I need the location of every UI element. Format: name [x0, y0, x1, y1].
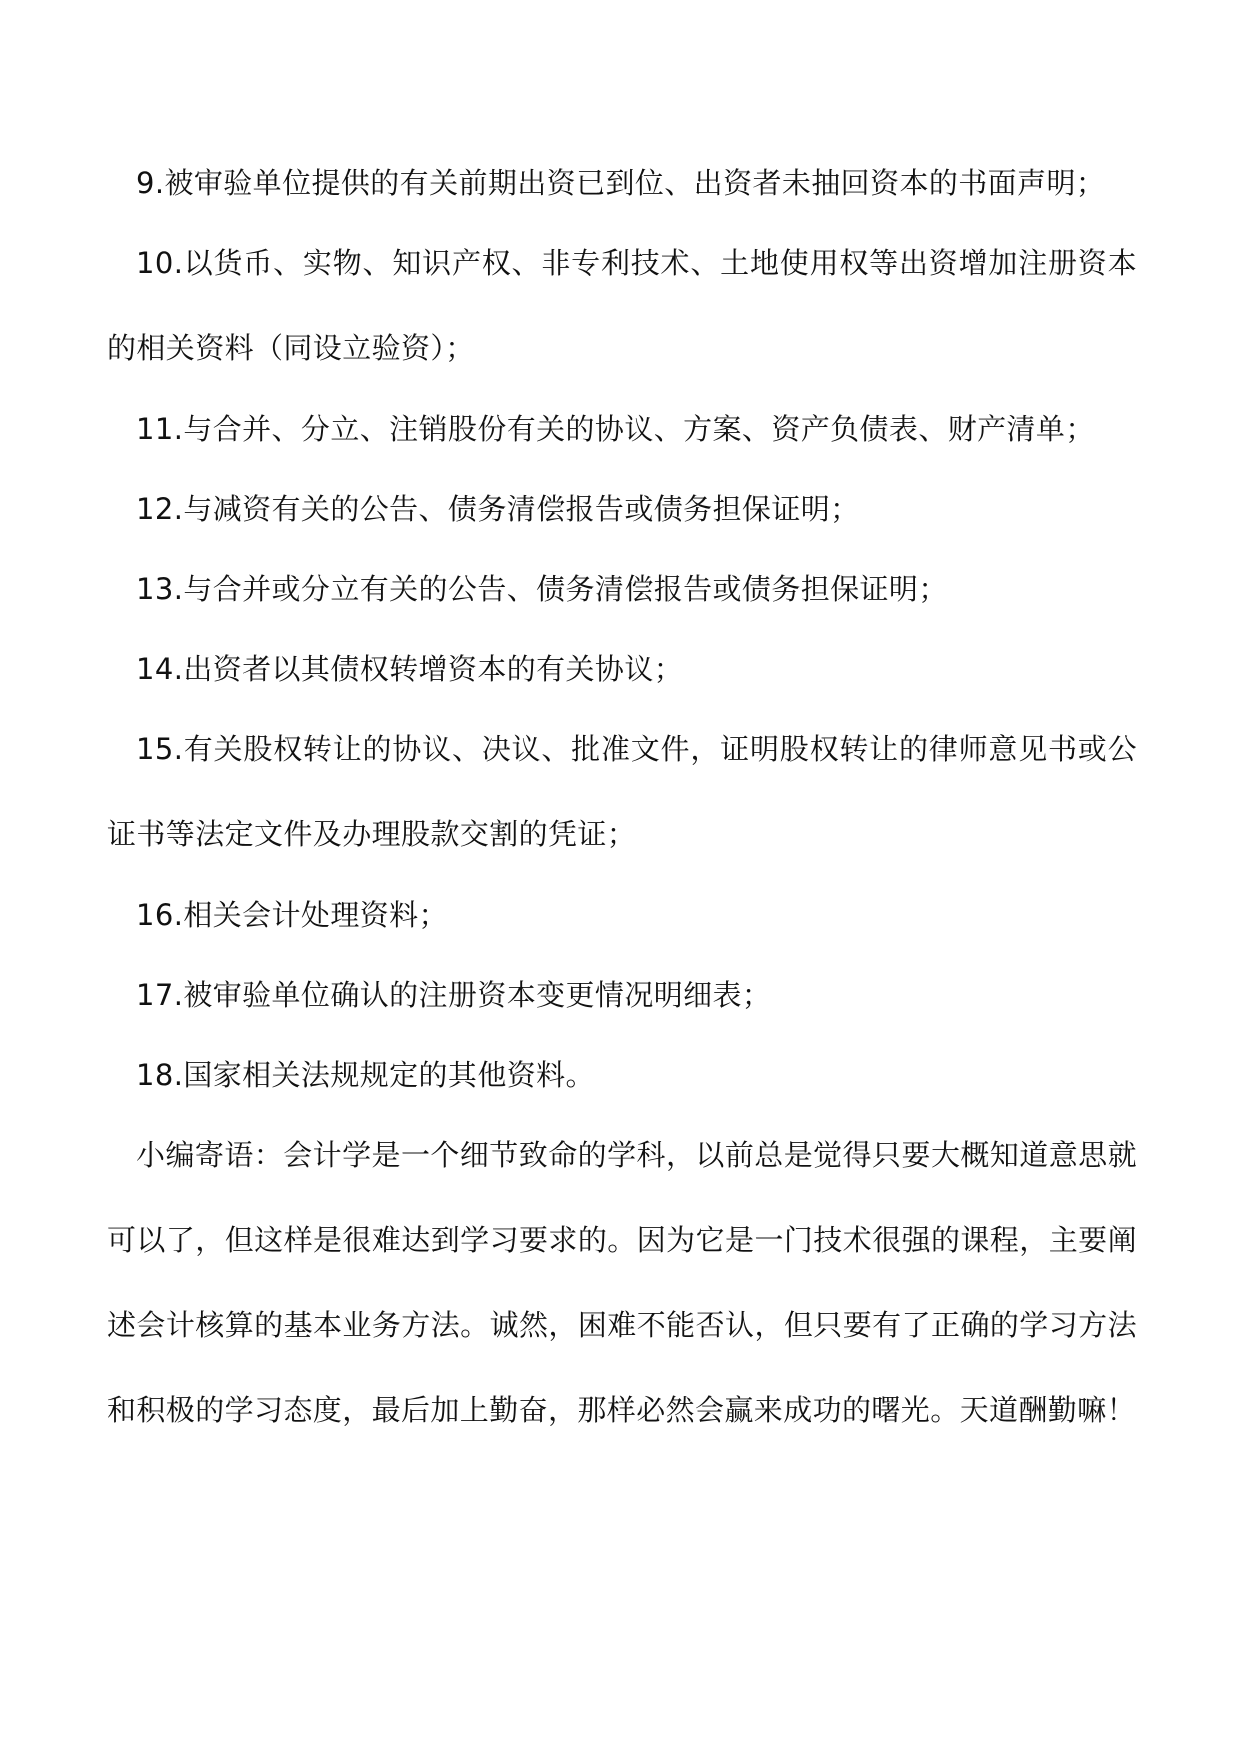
list-item-11: 11.与合并、分立、注销股份有关的协议、方案、资产负债表、财产清单；	[136, 412, 1095, 446]
list-item-17: 17.被审验单位确认的注册资本变更情况明细表；	[136, 978, 772, 1012]
list-item-18: 18.国家相关法规规定的其他资料。	[136, 1058, 595, 1092]
list-item-12: 12.与减资有关的公告、债务清偿报告或债务担保证明；	[136, 492, 860, 526]
list-item-10: 10.以货币、实物、知识产权、非专利技术、土地使用权等出资增加注册资本的相关资料（同设立验资）；	[107, 246, 1137, 365]
list-item-9: 9.被审验单位提供的有关前期出资已到位、出资者未抽回资本的书面声明；	[136, 166, 1106, 200]
document-body	[107, 162, 1137, 1453]
list-item-16: 16.相关会计处理资料；	[136, 898, 448, 932]
editor-note-paragraph: 小编寄语：会计学是一个细节致命的学科，以前总是觉得只要大概知道意思就可以了，但这样是很难达到学习要求的。因为它是一门技术很强的课程，主要阐述会计核算的基本业务方法。诚然，困难不能否认，但只要有了正确的学习方法和积极的学习态度，最后加上勤奋，那样必然会赢来成功的曙光。天道酬勤嘛！	[107, 1138, 1137, 1427]
list-item-15: 15.有关股权转让的协议、决议、批准文件，证明股权转让的律师意见书或公证书等法定文件及办理股款交割的凭证；	[107, 732, 1137, 851]
list-item-13: 13.与合并或分立有关的公告、债务清偿报告或债务担保证明；	[136, 572, 948, 606]
list-item-14: 14.出资者以其债权转增资本的有关协议；	[136, 652, 684, 686]
